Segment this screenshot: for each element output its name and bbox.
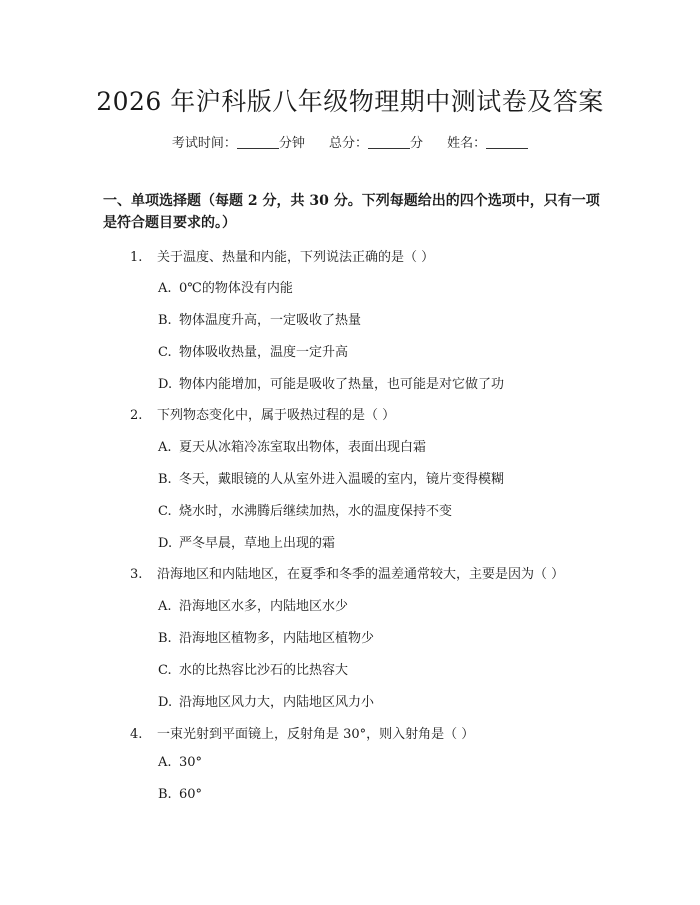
question-4 [130,723,474,742]
question-number: 4. [130,727,143,742]
option-text: 水的比热容比沙石的比热容大 [179,663,349,678]
option-1a [158,277,293,296]
section-heading: 一、单项选择题（每题 2 分，共 30 分。下列每题给出的四个选项中，只有一项是符合题目要求的。） [103,193,600,231]
option-3c [158,659,348,678]
option-text: 冬天，戴眼镜的人从室外进入温暖的室内，镜片变得模糊 [179,472,505,487]
option-2d [158,532,335,551]
page-title: 2026 年沪科版八年级物理期中测试卷及答案 [96,87,604,116]
option-text: 30° [179,755,203,770]
option-text: 烧水时，水沸腾后继续加热，水的温度保持不变 [179,504,453,519]
total-score-blank[interactable] [368,134,410,149]
option-2a [158,436,426,455]
option-1c [158,341,348,360]
option-2c [158,500,452,519]
option-label: B. [158,631,172,646]
exam-time [172,132,305,151]
option-label: B. [158,472,172,487]
exam-time-label: 考试时间： [171,136,237,151]
question-1 [130,246,434,265]
option-label: D. [158,377,173,392]
option-text: 物体温度升高，一定吸收了热量 [179,313,362,328]
option-label: A. [158,281,172,296]
question-number: 3. [130,567,143,582]
question-number: 2. [130,408,143,423]
option-3a [158,595,348,614]
option-label: B. [158,313,172,328]
option-text: 物体内能增加，可能是吸收了热量，也可能是对它做了功 [179,377,505,392]
total-score-label: 总分： [328,136,368,151]
student-name-blank[interactable] [486,134,528,149]
question-number: 1. [130,250,143,265]
option-4b [158,787,202,802]
question-text: 一束光射到平面镜上，反射角是 30°，则入射角是（ ） [157,727,475,742]
option-label: D. [158,536,173,551]
option-text: 沿海地区植物多，内陆地区植物少 [179,631,375,646]
option-text: 夏天从冰箱冷冻室取出物体，表面出现白霜 [179,440,427,455]
option-3d [158,691,374,710]
question-text: 沿海地区和内陆地区，在夏季和冬季的温差通常较大，主要是因为（ ） [157,567,565,582]
option-text: 沿海地区水多，内陆地区水少 [179,599,349,614]
question-3 [130,563,564,582]
total-score-unit: 分 [410,136,424,151]
exam-time-blank[interactable] [237,134,279,149]
option-text: 物体吸收热量，温度一定升高 [179,345,349,360]
option-3b [158,627,374,646]
option-label: C. [158,504,172,519]
option-4a [158,755,202,770]
option-text: 沿海地区风力大，内陆地区风力小 [179,695,375,710]
student-name-label: 姓名： [447,136,487,151]
question-2 [130,404,395,423]
option-label: A. [158,755,172,770]
option-label: B. [158,787,172,802]
total-score [329,132,423,151]
option-text: 60° [179,787,203,802]
question-text: 下列物态变化中，属于吸热过程的是（ ） [157,408,396,423]
student-name [447,132,528,151]
option-2b [158,468,504,487]
option-label: A. [158,440,172,455]
exam-time-unit: 分钟 [278,136,305,151]
question-text: 关于温度、热量和内能，下列说法正确的是（ ） [157,250,435,265]
option-1b [158,309,361,328]
option-1d [158,373,504,392]
option-text: 严冬早晨，草地上出现的霜 [179,536,336,551]
option-label: D. [158,695,173,710]
option-label: A. [158,599,172,614]
option-label: C. [158,345,172,360]
option-label: C. [158,663,172,678]
exam-info-line [0,132,700,151]
option-text: 0℃的物体没有内能 [179,281,293,296]
